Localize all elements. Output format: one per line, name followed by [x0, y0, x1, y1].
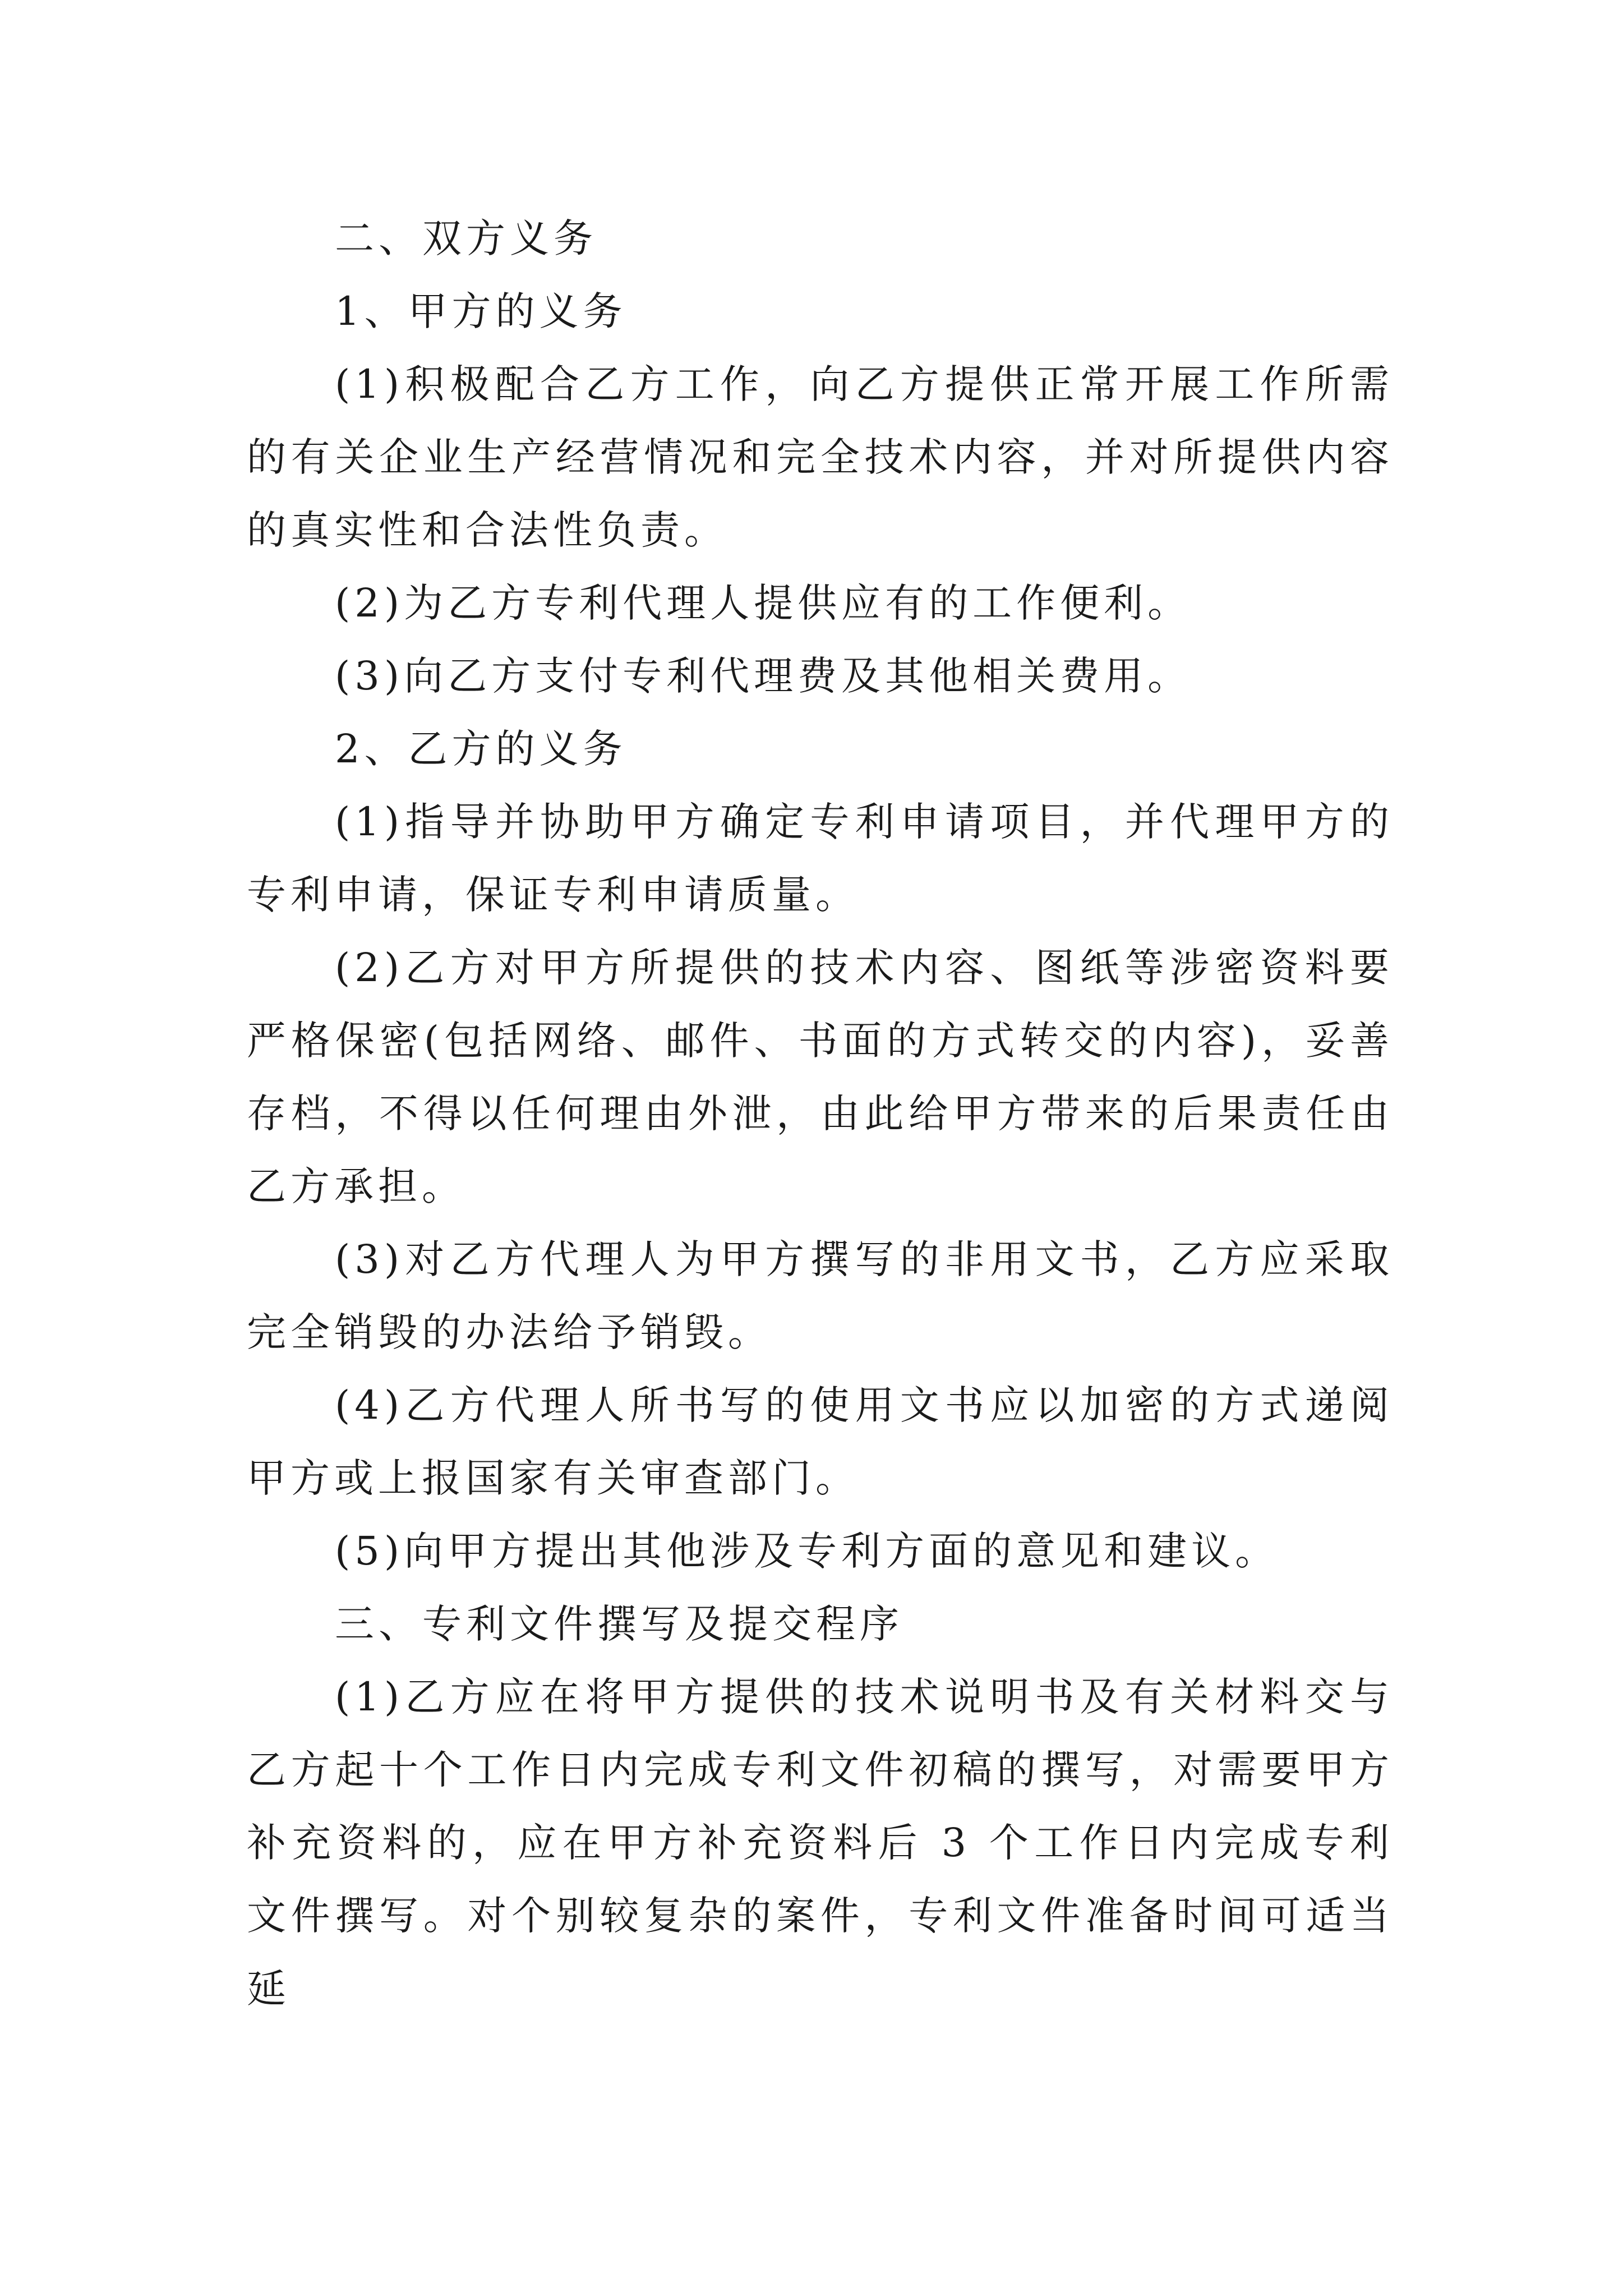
- document-page: [247, 202, 1394, 2025]
- section-2-title: 二、双方义务: [335, 215, 597, 261]
- party-a-duty-2: (2)为乙方专利代理人提供应有的工作便利。: [335, 580, 1192, 626]
- section-2-2-title: 2、乙方的义务: [335, 726, 627, 772]
- party-b-duty-2: (2)乙方对甲方所提供的技术内容、图纸等涉密资料要严格保密(包括网络、邮件、书面的方式转交的内容)，妥善存档，不得以任何理由外泄，由此给甲方带来的后果责任由乙方承担。: [247, 945, 1394, 1209]
- section-2-1-title: 1、甲方的义务: [335, 288, 627, 334]
- party-b-duty-4: (4)乙方代理人所书写的使用文书应以加密的方式递阅甲方或上报国家有关审查部门。: [247, 1382, 1394, 1501]
- party-a-duty-1: (1)积极配合乙方工作，向乙方提供正常开展工作所需的有关企业生产经营情况和完全技术内容，并对所提供内容的真实性和合法性负责。: [247, 361, 1394, 553]
- procedure-1: (1)乙方应在将甲方提供的技术说明书及有关材料交与乙方起十个工作日内完成专利文件初稿的撰写，对需要甲方补充资料的，应在甲方补充资料后 3 个工作日内完成专利文件撰写。对个别较复杂的案件，专利文件准备时间可适当延: [247, 1674, 1394, 2012]
- party-a-duty-3: (3)向乙方支付专利代理费及其他相关费用。: [335, 653, 1192, 699]
- party-b-duty-3: (3)对乙方代理人为甲方撰写的非用文书，乙方应采取完全销毁的办法给予销毁。: [247, 1236, 1394, 1355]
- party-b-duty-1: (1)指导并协助甲方确定专利申请项目，并代理甲方的专利申请，保证专利申请质量。: [247, 799, 1394, 918]
- section-3-title: 三、专利文件撰写及提交程序: [335, 1601, 903, 1647]
- party-b-duty-5: (5)向甲方提出其他涉及专利方面的意见和建议。: [335, 1528, 1279, 1574]
